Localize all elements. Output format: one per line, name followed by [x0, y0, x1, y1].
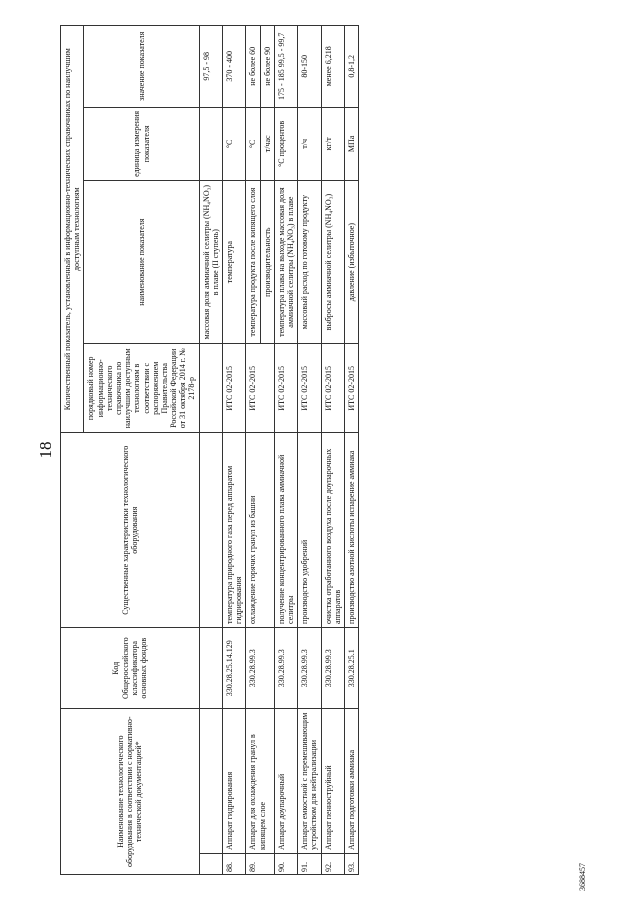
header-indicator-name: наименование показателя: [84, 181, 199, 344]
cell-its-number: ИТС 02-2015: [274, 344, 297, 433]
table-row-carryover: [199, 26, 222, 875]
header-row-1: [61, 26, 84, 875]
table-row: [321, 26, 344, 875]
cell-indicator: выбросы аммиачной селитры (NH₄NO₃): [321, 181, 344, 344]
cell-row-number: 92.: [321, 853, 344, 874]
cell-indicator: температура продукта после кипящего слоя: [246, 181, 260, 344]
cell-equipment-name: Аппарат гидрирования: [223, 709, 246, 854]
header-okof-code: Код Общероссийского классификатора основных фондов: [61, 627, 200, 708]
header-equipment-name: Наименование технологического оборудования в соответствии с нормативно-технической документацией*: [61, 709, 200, 875]
cell-its-number: ИТС 02-2015: [321, 344, 344, 433]
header-unit: единица измерения показателя: [84, 107, 199, 181]
cell-indicator: температура: [223, 181, 246, 344]
cell-unit: т/час: [260, 107, 274, 181]
cell-indicator: давление (избыточное): [344, 181, 358, 344]
cell-value: 0,8-1,2: [344, 26, 358, 108]
table-row: [274, 26, 297, 875]
cell-okof-code: 330.28.99.3: [274, 627, 297, 708]
cell-characteristics: производство удобрений: [298, 433, 321, 627]
cell-unit: °С: [246, 107, 260, 181]
cell-row-number: 93.: [344, 853, 358, 874]
cell-row-number: 90.: [274, 853, 297, 874]
cell-unit: т/ч: [298, 107, 321, 181]
cell-its-number: ИТС 02-2015: [344, 344, 358, 433]
cell-its-number: ИТС 02-2015: [298, 344, 321, 433]
cell-okof-code: 330.28.99.3: [321, 627, 344, 708]
page-number: 18: [36, 441, 55, 459]
header-its-number: порядковый номер информационно-технического справочника по наилучшим доступным технологиям в соответствии с распоряжением Правительства Российской Федерации от 31 октября 2014 г. № 2178-р: [84, 344, 199, 433]
header-value: значение показателя: [84, 26, 199, 108]
cell-equipment-name: Аппарат для охлаждения гранул в кипящем слое: [246, 709, 274, 854]
cell-unit: кг/т: [321, 107, 344, 181]
cell-characteristics: производство азотной кислоты испарение аммиака: [344, 433, 358, 627]
cell-okof-code: 330.28.99.3: [298, 627, 321, 708]
cell-value: менее 6,218: [321, 26, 344, 108]
cell-equipment-name: Аппарат емкостной с перемешивающим устройством для нейтрализации: [298, 709, 321, 854]
equipment-table: [60, 25, 359, 875]
cell-value: не более 60: [246, 26, 260, 108]
cell-equipment-name: Аппарат пенноструйный: [321, 709, 344, 854]
table-row: [223, 26, 246, 875]
cell-value: 80-150: [298, 26, 321, 108]
cell-indicator: температура плава на выходе массовая доля аммиачной селитры (NH₄NO₃) в плаве: [274, 181, 297, 344]
table-row: [298, 26, 321, 875]
cell-okof-code: 330.28.25.1: [344, 627, 358, 708]
cell-value: 97,5 - 98: [199, 26, 222, 108]
cell-okof-code: 330.28.25.14.129: [223, 627, 246, 708]
table-row: [246, 26, 260, 875]
cell-okof-code: 330.28.99.3: [246, 627, 274, 708]
cell-equipment-name: Аппарат доупарочный: [274, 709, 297, 854]
cell-value: 370 - 400: [223, 26, 246, 108]
cell-characteristics: очистка отработанного воздуха после доупарочных аппаратов: [321, 433, 344, 627]
table-row: [344, 26, 358, 875]
cell-row-number: 91.: [298, 853, 321, 874]
cell-characteristics: температура природного газа перед аппаратом гидрирования: [223, 433, 246, 627]
cell-characteristics: охлаждение горячих гранул из башни: [246, 433, 274, 627]
cell-row-number: 88.: [223, 853, 246, 874]
cell-its-number: ИТС 02-2015: [223, 344, 246, 433]
cell-unit: °С: [223, 107, 246, 181]
cell-its-number: ИТС 02-2015: [246, 344, 274, 433]
cell-value: не более 90: [260, 26, 274, 108]
header-characteristics: Существенные характеристики технологического оборудования: [61, 433, 200, 627]
cell-indicator: производительность: [260, 181, 274, 344]
cell-equipment-name: Аппарат подготовки аммиака: [344, 709, 358, 854]
document-id: 3688457: [578, 863, 587, 891]
cell-indicator: массовый расход по готовому продукту: [298, 181, 321, 344]
cell-unit: °С процентов: [274, 107, 297, 181]
cell-characteristics: получение концентрированного плава аммиачной селитры: [274, 433, 297, 627]
cell-row-number: 89.: [246, 853, 274, 874]
header-quant-indicator: Количественный показатель, установленный в информационно-технических справочниках по наилучшим доступным технологиям: [61, 26, 84, 433]
cell-indicator: массовая доля аммиачной селитры (NH₄NO₃) в плаве (II ступень): [199, 181, 222, 344]
cell-value: 175 - 185 99,5 - 99,7: [274, 26, 297, 108]
cell-unit: МПа: [344, 107, 358, 181]
